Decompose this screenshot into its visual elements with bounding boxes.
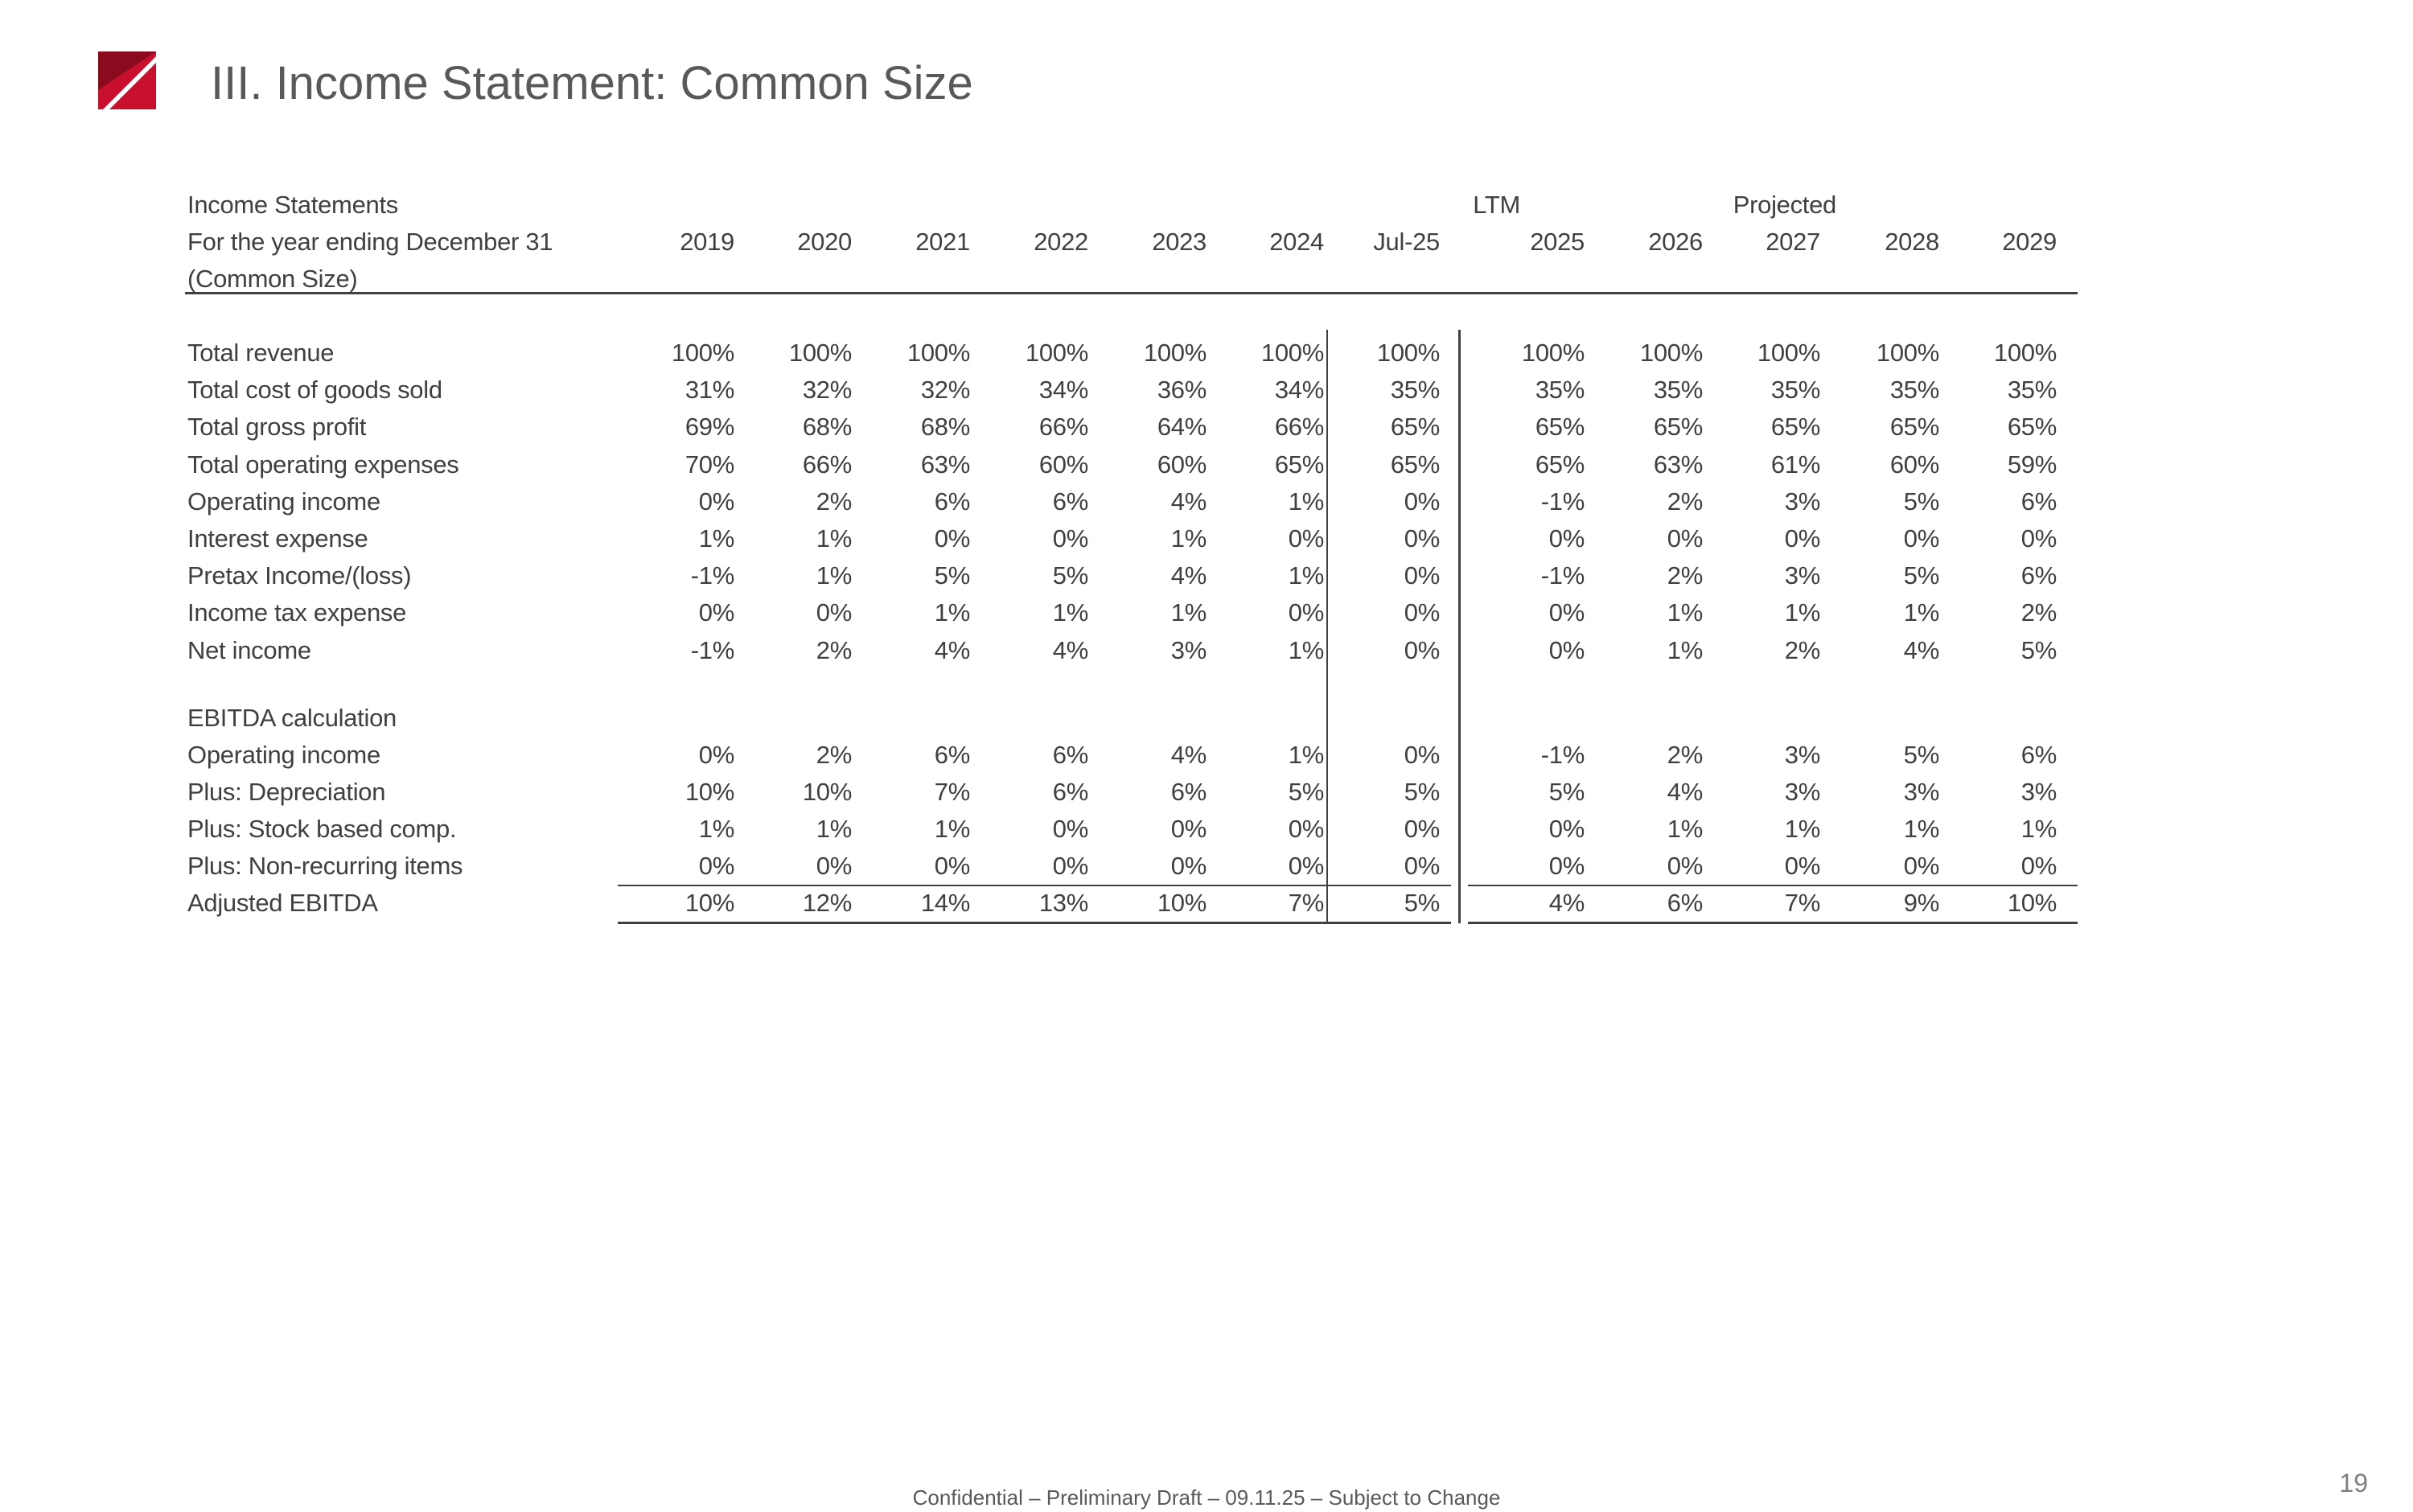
table-cell: 2%: [816, 741, 852, 769]
table-cell: 0%: [1052, 524, 1088, 553]
table-cell: 3%: [1784, 741, 1820, 769]
table-cell: 1%: [816, 815, 852, 843]
table-cell: 35%: [1653, 376, 1703, 404]
table-cell: 3%: [2020, 778, 2057, 806]
table-cell: 0%: [1903, 852, 1939, 880]
table-cell: 10%: [684, 889, 734, 917]
table-cell: 0%: [2020, 852, 2057, 880]
table-cell: 5%: [2020, 636, 2057, 664]
table-cell: 6%: [934, 741, 970, 769]
table-cell: 5%: [1903, 741, 1939, 769]
row-label: Total revenue: [187, 339, 335, 367]
table-cell: 2%: [1667, 741, 1703, 769]
column-header-year: 2028: [1885, 228, 1939, 256]
table-cell: 0%: [1288, 852, 1324, 880]
table-cell: 2%: [1667, 487, 1703, 516]
table-cell: 2%: [816, 636, 852, 664]
table-cell: 1%: [1170, 524, 1206, 553]
table-cell: 100%: [1639, 339, 1703, 367]
table-cell: 100%: [1521, 339, 1585, 367]
table-cell: 1%: [698, 815, 734, 843]
table-cell: 0%: [698, 487, 734, 516]
table-cell: 6%: [2020, 487, 2057, 516]
table-cell: 0%: [1288, 815, 1324, 843]
table-cell: 0%: [1052, 852, 1088, 880]
table-cell: 0%: [1548, 852, 1585, 880]
table-cell: -1%: [690, 561, 734, 590]
table-cell: 1%: [1170, 598, 1206, 627]
table-cell: 1%: [1667, 598, 1703, 627]
table-subtitle: For the year ending December 31: [187, 228, 553, 256]
table-cell: 0%: [1288, 598, 1324, 627]
row-label: Operating income: [187, 487, 380, 516]
table-cell: 100%: [1260, 339, 1324, 367]
table-cell: 0%: [1404, 741, 1440, 769]
table-cell: 64%: [1157, 413, 1206, 441]
table-cell: 66%: [1038, 413, 1088, 441]
table-cell: 3%: [1903, 778, 1939, 806]
table-cell: 1%: [1784, 815, 1820, 843]
table-cell: 100%: [1376, 339, 1440, 367]
row-label: Total operating expenses: [187, 450, 459, 479]
table-cell: 1%: [816, 524, 852, 553]
table-cell: 35%: [1535, 376, 1585, 404]
table-cell: 35%: [1889, 376, 1939, 404]
table-cell: 1%: [1903, 815, 1939, 843]
table-cell: 65%: [1770, 413, 1820, 441]
table-cell: 100%: [1993, 339, 2057, 367]
column-header-year: Jul-25: [1373, 228, 1440, 256]
row-label: Total gross profit: [187, 413, 367, 441]
table-cell: 5%: [1404, 889, 1440, 917]
table-cell: 0%: [1784, 524, 1820, 553]
table-cell: 4%: [1903, 636, 1939, 664]
table-cell: 0%: [1404, 636, 1440, 664]
table-cell: 6%: [2020, 741, 2057, 769]
table-cell: 12%: [802, 889, 852, 917]
table-cell: 0%: [698, 741, 734, 769]
table-cell: 100%: [906, 339, 970, 367]
table-cell: 0%: [1052, 815, 1088, 843]
table-cell: 7%: [1784, 889, 1820, 917]
row-label: Adjusted EBITDA: [187, 889, 378, 917]
income-statement-table: [187, 0, 2078, 965]
column-header-year: 2019: [680, 228, 734, 256]
table-cell: 34%: [1274, 376, 1324, 404]
table-cell: 63%: [1653, 450, 1703, 479]
table-cell: 1%: [1288, 487, 1324, 516]
table-cell: 3%: [1170, 636, 1206, 664]
column-header-year: 2020: [797, 228, 852, 256]
table-cell: 68%: [802, 413, 852, 441]
table-cell: 0%: [1548, 636, 1585, 664]
table-cell: 59%: [2007, 450, 2057, 479]
ebitda-section-label: EBITDA calculation: [187, 704, 397, 732]
table-cell: 0%: [1548, 524, 1585, 553]
projected-label: Projected: [1733, 191, 1836, 219]
row-label: Interest expense: [187, 524, 368, 553]
footer-disclaimer: Confidential – Preliminary Draft – 09.11.25 – Subject to Change: [912, 1485, 1501, 1510]
table-cell: 1%: [1288, 636, 1324, 664]
header-divider: [185, 292, 2078, 294]
historical-sum-rule: [618, 885, 1451, 886]
table-cell: 100%: [1876, 339, 1939, 367]
table-cell: 100%: [788, 339, 852, 367]
projected-sum-rule: [1468, 885, 2078, 886]
table-cell: 31%: [684, 376, 734, 404]
table-cell: 100%: [1025, 339, 1088, 367]
table-cell: 6%: [1052, 487, 1088, 516]
table-cell: 0%: [816, 598, 852, 627]
table-cell: 32%: [920, 376, 970, 404]
table-cell: 0%: [1903, 524, 1939, 553]
table-cell: 1%: [1288, 741, 1324, 769]
column-header-year: 2022: [1034, 228, 1088, 256]
row-label: Income tax expense: [187, 598, 407, 627]
table-cell: 0%: [816, 852, 852, 880]
table-cell: 5%: [1052, 561, 1088, 590]
row-label: Net income: [187, 636, 311, 664]
table-cell: 0%: [934, 852, 970, 880]
table-cell: 100%: [1143, 339, 1206, 367]
table-cell: 35%: [2007, 376, 2057, 404]
table-cell: 68%: [920, 413, 970, 441]
page-number: 19: [2339, 1469, 2368, 1498]
table-cell: 34%: [1038, 376, 1088, 404]
table-cell: 2%: [1784, 636, 1820, 664]
table-cell: 1%: [1052, 598, 1088, 627]
table-cell: 0%: [1784, 852, 1820, 880]
table-cell: 1%: [816, 561, 852, 590]
table-cell: 0%: [1667, 852, 1703, 880]
row-label: Total cost of goods sold: [187, 376, 442, 404]
table-cell: 65%: [1274, 450, 1324, 479]
table-cell: -1%: [690, 636, 734, 664]
table-cell: 65%: [1390, 413, 1440, 441]
table-cell: 1%: [1667, 636, 1703, 664]
table-cell: 0%: [934, 524, 970, 553]
table-cell: 3%: [1784, 778, 1820, 806]
table-cell: 6%: [1667, 889, 1703, 917]
table-cell: 5%: [1288, 778, 1324, 806]
table-cell: 0%: [1170, 852, 1206, 880]
table-cell: 0%: [1404, 487, 1440, 516]
table-cell: 0%: [2020, 524, 2057, 553]
table-cell: 0%: [1548, 598, 1585, 627]
table-cell: 70%: [684, 450, 734, 479]
table-cell: 13%: [1038, 889, 1088, 917]
table-cell: 0%: [1404, 561, 1440, 590]
table-cell: 69%: [684, 413, 734, 441]
table-cell: 65%: [1535, 413, 1585, 441]
table-cell: 1%: [2020, 815, 2057, 843]
table-cell: 0%: [1288, 524, 1324, 553]
table-cell: 65%: [1390, 450, 1440, 479]
table-cell: 61%: [1770, 450, 1820, 479]
table-cell: 6%: [934, 487, 970, 516]
table-cell: 9%: [1903, 889, 1939, 917]
table-cell: 66%: [1274, 413, 1324, 441]
table-title: Income Statements: [187, 191, 398, 219]
table-cell: 60%: [1038, 450, 1088, 479]
table-cell: 10%: [802, 778, 852, 806]
table-cell: 35%: [1770, 376, 1820, 404]
table-cell: 60%: [1157, 450, 1206, 479]
table-cell: 0%: [1667, 524, 1703, 553]
row-label: Plus: Stock based comp.: [187, 815, 457, 843]
ltm-left-divider: [1326, 330, 1328, 923]
table-cell: 100%: [1757, 339, 1820, 367]
column-header-year: 2029: [2002, 228, 2057, 256]
table-cell: 10%: [2007, 889, 2057, 917]
table-cell: -1%: [1540, 741, 1585, 769]
table-cell: 6%: [1052, 778, 1088, 806]
column-header-year: 2021: [915, 228, 970, 256]
company-logo-icon: [98, 51, 156, 109]
table-cell: 0%: [1404, 598, 1440, 627]
table-cell: 4%: [1548, 889, 1585, 917]
ltm-right-divider: [1458, 330, 1461, 923]
table-cell: 5%: [1903, 561, 1939, 590]
table-cell: 32%: [802, 376, 852, 404]
table-cell: 0%: [1404, 815, 1440, 843]
table-cell: 10%: [684, 778, 734, 806]
table-cell: 2%: [816, 487, 852, 516]
row-label: Plus: Non-recurring items: [187, 852, 463, 880]
table-note: (Common Size): [187, 265, 358, 293]
row-label: Pretax Income/(loss): [187, 561, 412, 590]
table-cell: -1%: [1540, 561, 1585, 590]
table-cell: 10%: [1157, 889, 1206, 917]
table-cell: 100%: [671, 339, 734, 367]
table-cell: 6%: [1052, 741, 1088, 769]
table-cell: 1%: [1784, 598, 1820, 627]
table-cell: 6%: [2020, 561, 2057, 590]
table-cell: 3%: [1784, 487, 1820, 516]
table-cell: 0%: [698, 852, 734, 880]
table-cell: 60%: [1889, 450, 1939, 479]
table-cell: 4%: [1052, 636, 1088, 664]
table-cell: 14%: [920, 889, 970, 917]
table-cell: 5%: [934, 561, 970, 590]
table-cell: 4%: [1170, 487, 1206, 516]
table-cell: 36%: [1157, 376, 1206, 404]
table-cell: 7%: [934, 778, 970, 806]
table-cell: 1%: [698, 524, 734, 553]
table-cell: 2%: [2020, 598, 2057, 627]
column-header-year: 2023: [1152, 228, 1206, 256]
table-cell: 3%: [1784, 561, 1820, 590]
table-cell: -1%: [1540, 487, 1585, 516]
table-cell: 0%: [1404, 524, 1440, 553]
table-cell: 4%: [1667, 778, 1703, 806]
table-cell: 5%: [1404, 778, 1440, 806]
page-title: III. Income Statement: Common Size: [211, 57, 973, 109]
table-cell: 4%: [934, 636, 970, 664]
table-cell: 1%: [934, 598, 970, 627]
table-cell: 7%: [1288, 889, 1324, 917]
table-cell: 4%: [1170, 561, 1206, 590]
projected-total-rule: [1468, 922, 2078, 924]
ltm-label: LTM: [1473, 191, 1520, 219]
table-cell: 6%: [1170, 778, 1206, 806]
table-cell: 66%: [802, 450, 852, 479]
table-cell: 0%: [1404, 852, 1440, 880]
column-header-year: 2027: [1766, 228, 1820, 256]
table-cell: 1%: [1903, 598, 1939, 627]
table-cell: 0%: [1170, 815, 1206, 843]
table-cell: 0%: [1548, 815, 1585, 843]
table-cell: 1%: [934, 815, 970, 843]
column-header-year: 2024: [1269, 228, 1324, 256]
table-cell: 63%: [920, 450, 970, 479]
table-cell: 5%: [1903, 487, 1939, 516]
table-cell: 0%: [698, 598, 734, 627]
table-cell: 1%: [1288, 561, 1324, 590]
table-cell: 65%: [2007, 413, 2057, 441]
table-cell: 65%: [1889, 413, 1939, 441]
row-label: Plus: Depreciation: [187, 778, 386, 806]
historical-total-rule: [618, 922, 1451, 924]
table-cell: 1%: [1667, 815, 1703, 843]
column-header-year: 2025: [1530, 228, 1585, 256]
table-cell: 35%: [1390, 376, 1440, 404]
table-cell: 2%: [1667, 561, 1703, 590]
row-label: Operating income: [187, 741, 380, 769]
table-cell: 5%: [1548, 778, 1585, 806]
table-cell: 65%: [1535, 450, 1585, 479]
table-cell: 65%: [1653, 413, 1703, 441]
table-cell: 4%: [1170, 741, 1206, 769]
column-header-year: 2026: [1648, 228, 1703, 256]
